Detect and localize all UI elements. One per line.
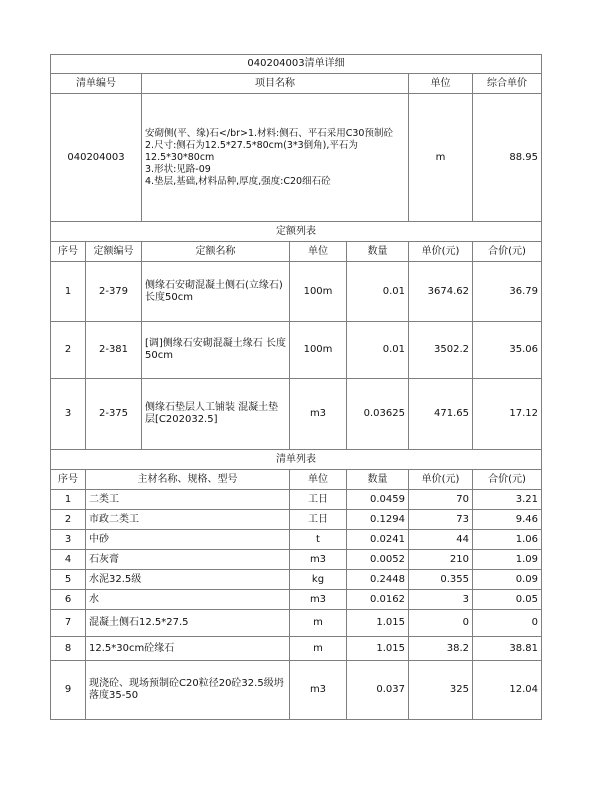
bill-desc-line: 安砌侧(平、缘)石</br>1.材料:侧石、平石采用C30预制砼 [145,127,393,139]
material-price: 0 [409,610,473,637]
quota-code: 2-375 [86,379,142,450]
quota-unit: 100m [290,262,347,322]
material-name: 市政二类工 [86,510,290,530]
material-unit: kg [290,570,347,590]
material-total: 12.04 [473,661,542,720]
material-row [51,570,542,590]
material-price: 0.355 [409,570,473,590]
bill-price-header: 综合单价 [473,74,542,94]
material-name: 中砂 [86,530,290,550]
material-section-title: 清单列表 [51,450,542,470]
quota-no: 2 [51,322,86,379]
bill-unit: m [409,94,473,222]
material-price: 3 [409,590,473,610]
material-no: 9 [51,661,86,720]
material-price: 325 [409,661,473,720]
bill-detail-table [50,54,542,720]
material-qty: 0.2448 [347,570,409,590]
material-qty: 0.0241 [347,530,409,550]
bill-code: 040204003 [51,94,142,222]
bill-desc-line: 4.垫层,基础,材料品种,厚度,强度:C20细石砼 [145,175,331,187]
material-total: 3.21 [473,490,542,510]
quota-no-header: 序号 [51,242,86,262]
material-row [51,530,542,550]
material-total: 38.81 [473,637,542,661]
material-total: 1.09 [473,550,542,570]
material-price: 210 [409,550,473,570]
bill-desc-line: 2.尺寸:侧石为12.5*27.5*80cm(3*3倒角),平石为12.5*30*80cm [145,139,358,163]
material-no: 1 [51,490,86,510]
quota-name-header: 定额名称 [142,242,290,262]
material-no-header: 序号 [51,470,86,490]
material-name: 二类工 [86,490,290,510]
quota-price-header: 单价(元) [409,242,473,262]
quota-row [51,379,542,450]
material-name: 水泥32.5级 [86,570,290,590]
material-qty: 1.015 [347,637,409,661]
quota-qty: 0.01 [347,262,409,322]
quota-code-header: 定额编号 [86,242,142,262]
quota-no: 3 [51,379,86,450]
material-qty: 1.015 [347,610,409,637]
bill-price: 88.95 [473,94,542,222]
material-qty: 0.0162 [347,590,409,610]
material-unit: m [290,610,347,637]
quota-total: 36.79 [473,262,542,322]
material-name: 水 [86,590,290,610]
material-qty: 0.037 [347,661,409,720]
material-row [51,550,542,570]
quota-total: 17.12 [473,379,542,450]
quota-total-header: 合价(元) [473,242,542,262]
bill-code-header: 清单编号 [51,74,142,94]
material-row [51,637,542,661]
quota-section-title: 定额列表 [51,222,542,242]
material-row [51,510,542,530]
material-row [51,590,542,610]
material-qty: 0.0052 [347,550,409,570]
quota-price: 3674.62 [409,262,473,322]
material-name: 现浇砼、现场预制砼C20粒径20砼32.5级坍落度35-50 [86,661,290,720]
quota-qty: 0.03625 [347,379,409,450]
quota-row [51,262,542,322]
material-name-header: 主材名称、规格、型号 [86,470,290,490]
material-total: 0.09 [473,570,542,590]
material-total: 9.46 [473,510,542,530]
material-unit: m [290,637,347,661]
quota-total: 35.06 [473,322,542,379]
material-total-header: 合价(元) [473,470,542,490]
quota-price: 471.65 [409,379,473,450]
quota-name: 侧缘石安砌混凝土侧石(立缘石) 长度50cm [142,262,290,322]
material-no: 2 [51,510,86,530]
material-name: 石灰膏 [86,550,290,570]
material-no: 7 [51,610,86,637]
quota-price: 3502.2 [409,322,473,379]
sheet-title: 040204003清单详细 [51,55,542,74]
material-no: 4 [51,550,86,570]
quota-name: [调]侧缘石安砌混凝土缘石 长度50cm [142,322,290,379]
quota-row [51,322,542,379]
material-total: 0.05 [473,590,542,610]
quota-name: 侧缘石垫层人工铺装 混凝土垫层[C202032.5] [142,379,290,450]
material-unit: 工日 [290,510,347,530]
material-unit: m3 [290,590,347,610]
material-unit: 工日 [290,490,347,510]
material-price-header: 单价(元) [409,470,473,490]
quota-qty-header: 数量 [347,242,409,262]
quota-no: 1 [51,262,86,322]
material-total: 0 [473,610,542,637]
quota-unit: m3 [290,379,347,450]
quota-qty: 0.01 [347,322,409,379]
material-unit: m3 [290,550,347,570]
material-qty: 0.0459 [347,490,409,510]
material-row [51,490,542,510]
material-price: 73 [409,510,473,530]
material-name: 12.5*30cm砼缘石 [86,637,290,661]
bill-unit-header: 单位 [409,74,473,94]
material-unit: m3 [290,661,347,720]
material-row [51,610,542,637]
quota-code: 2-379 [86,262,142,322]
material-no: 6 [51,590,86,610]
material-unit-header: 单位 [290,470,347,490]
bill-description [142,94,409,222]
material-row [51,661,542,720]
material-price: 44 [409,530,473,550]
material-unit: t [290,530,347,550]
material-name: 混凝土侧石12.5*27.5 [86,610,290,637]
quota-unit: 100m [290,322,347,379]
quota-code: 2-381 [86,322,142,379]
material-total: 1.06 [473,530,542,550]
material-qty-header: 数量 [347,470,409,490]
bill-name-header: 项目名称 [142,74,409,94]
bill-desc-line: 3.形状:见路-09 [145,163,211,175]
material-no: 3 [51,530,86,550]
material-no: 8 [51,637,86,661]
quota-unit-header: 单位 [290,242,347,262]
material-qty: 0.1294 [347,510,409,530]
material-price: 38.2 [409,637,473,661]
material-no: 5 [51,570,86,590]
material-price: 70 [409,490,473,510]
